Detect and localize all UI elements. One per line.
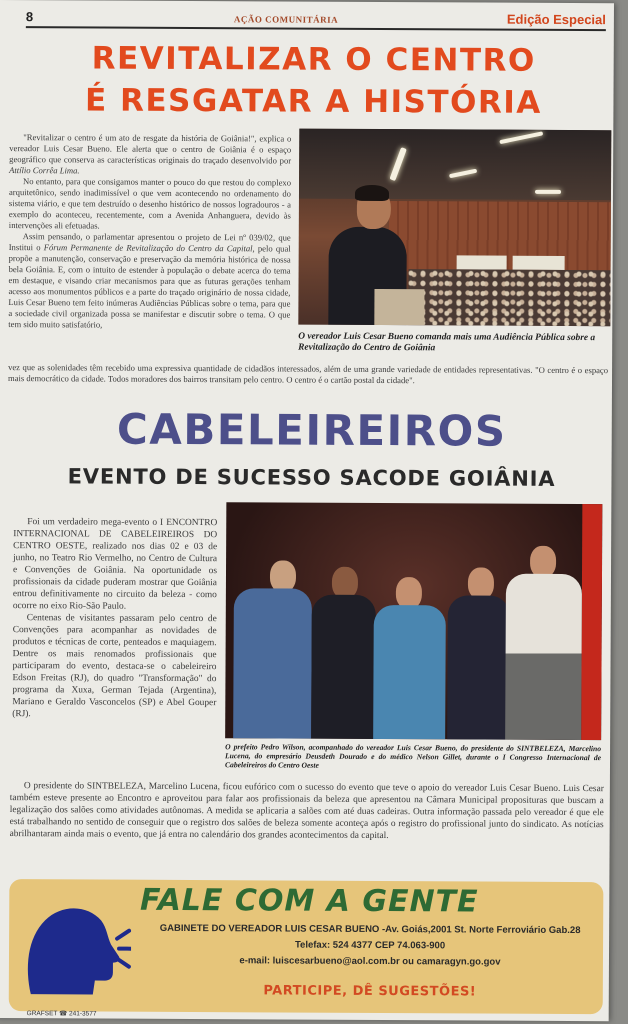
page-header [26, 10, 606, 31]
page-number: 8 [25, 9, 34, 25]
article-1-para-3a: Assim pensando, o parlamentar apresentou o projeto de Lei nº 039/02, que Institui o [8, 231, 291, 253]
article-1-para-2: No entanto, para que consigamos manter o pouco do que restou do complexo arquitetônico, sendo inadimissível o que vem acontecendo no ordenamento do sistema viário, e que tem destruído o desenho histórico de nossos logradouros - a exemplo do aconteceu, recentemente, com a Avenida Anhanguera, devido às intervenções ali efetuadas. [8, 176, 292, 231]
forum-name: Fórum Permanente de Revitalização do Centro da Capital, [43, 242, 255, 254]
audience-photo [298, 129, 611, 327]
person-body [373, 605, 446, 739]
headline-line-1: REVITALIZAR O CENTRO [91, 40, 536, 79]
article-2-para-3: O presidente do SINTBELEZA, Marcelino Lucena, ficou eufórico com o sucesso do evento que teve o apoio do vereador Luis Cesar Bueno. Luis Cesar também esteve presente ao Encontro e aproveitou para falar aos profissionais da beleza que apresentou na Câmara Municipal proposituras que buscam a legalização dos salões como atividades autônomas. A medida se aplicaria a salões com até duas cadeiras. Outra informação passada pelo vereador é que ele está trabalhando no sentido de conseguir que o registro dos salões de beleza somente aconteça após o registro do profissional junto do sindicato. As notícias abrilhantaram ainda mais o evento, que já entra no calendário dos grandes acontecimentos da capital. [9, 781, 604, 842]
photo-2-caption: O prefeito Pedro Wilson, acompanhado do vereador Luis Cesar Bueno, do presidente do SINTBELEZA, Marcelino Lucena, do empresário Deusdeth Dourado e do médico Nelson Gillet, durante o I Congresso Internacional de Cabeleireiros do Centro Oeste [224, 742, 602, 770]
article-1-column [8, 132, 291, 331]
section-subheadline: EVENTO DE SUCESSO SACODE GOIÂNIA [67, 464, 556, 491]
architect-name: Attílio Corrêa Lima. [9, 165, 80, 176]
person-body [311, 595, 376, 739]
person-body [447, 595, 510, 739]
person-figure [505, 546, 582, 740]
office-address: GABINETE DO VEREADOR LUIS CESAR BUENO -Av. Goiás,2001 St. Norte Ferroviário Gab.28 [159, 922, 581, 937]
person-figure [447, 567, 510, 739]
article-1-para-1: "Revitalizar o centro é um ato de resgate da história de Goiânia!", explica o vereador Luis Cesar Bueno. Ele alerta que o centro de Goiânia é o espaço geográfico que conserva as características originais do traçado desenvolvido por [9, 132, 292, 166]
person-body [505, 574, 582, 740]
edition-label: Edição Especial [506, 11, 606, 28]
article-2-closing [10, 780, 604, 843]
group-photo [225, 502, 602, 740]
banner [513, 256, 565, 270]
speaker-hair [355, 185, 389, 201]
office-phone: Telefax: 524 4377 CEP 74.063-900 [294, 939, 446, 952]
office-email: e-mail: luiscesarbueno@aol.com.br ou camaragyn.go.gov [239, 955, 501, 968]
ceiling-light [535, 190, 561, 194]
contact-title: FALE COM A GENTE [139, 882, 479, 920]
publication-name: AÇÃO COMUNITÁRIA [233, 14, 339, 25]
person-body [233, 588, 312, 738]
photo-1-caption: O vereador Luis Cesar Bueno comanda mais uma Audiência Pública sobre a Revitalização do Centro de Goiânia [298, 331, 596, 354]
participate-slogan: PARTICIPE, DÊ SUGESTÕES! [263, 983, 477, 1000]
article-1-para-3b: pelo qual propõe a manutenção, conservação e preservação da memória histórica de nossa bela Goiânia. E, com o intuito de estender à população o debate acerca do tema em destaque, e visando criar mecanismos para que as futuras gerações tenham acesso aos monumentos públicos e a parte do traçado originário de nossa cidade, Luis Cesar Bueno tem feito inúmeras Audiências Públicas sobre o tema, para que a sociedade civil organizada possa se manifestar e discutir sobre o tema. O que tem sido muito satisfatório, [8, 243, 291, 330]
article-2-column [12, 516, 217, 721]
article-1-continuation: vez que as solenidades têm recebido uma expressiva quantidade de cidadãos interessados, além de uma grande variedade de entidades representativas. "O centro é o espaço mais democrático da cidade. Todos moradores dos bairros transitam pelo centro. O centro é o cartão postal da cidade". [7, 362, 609, 386]
section-headline: CABELEIREIROS [116, 404, 507, 456]
person-figure [311, 567, 376, 739]
article-2-para-2: Centenas de visitantes passaram pelo centro de Convenções para acompanhar as novidades de produtos e técnicas de corte, penteados e maquiagem. Dentre os mais renomados profissionais que participaram do evento, destaca-se o cabeleireiro Edson Freitas (RJ), do quadro "Transformação" do programa da Xuxa, German Tejada (Argentina), Mariano e Geraldo Vasconcelos (SP) e Abel Gouper (RJ). [12, 613, 217, 720]
banner [457, 255, 507, 269]
person-figure [373, 577, 446, 739]
person-figure [233, 560, 312, 738]
article-2-para-1: Foi um verdadeiro mega-evento o I ENCONTRO INTERNACIONAL DE CABELEIREIROS DO CENTRO OESTE, realizado nos dias 02 e 03 de junho, no Teatro Rio Vermelho, no Centro de Cultura e Convenções de Goiânia. Na oportunidade os profissionais da cidade puderam mostrar que Goiânia entrou definitivamente no circuito da beleza - como ocorre no eixo Rio-São Paulo. [12, 517, 218, 612]
podium [374, 289, 424, 325]
headline-line-2: É RESGATAR A HISTÓRIA [84, 82, 542, 121]
printer-credit: GRAFSET ☎ 241-3577 [26, 1010, 97, 1018]
audience-crowd [408, 269, 610, 326]
red-backdrop [581, 504, 602, 740]
